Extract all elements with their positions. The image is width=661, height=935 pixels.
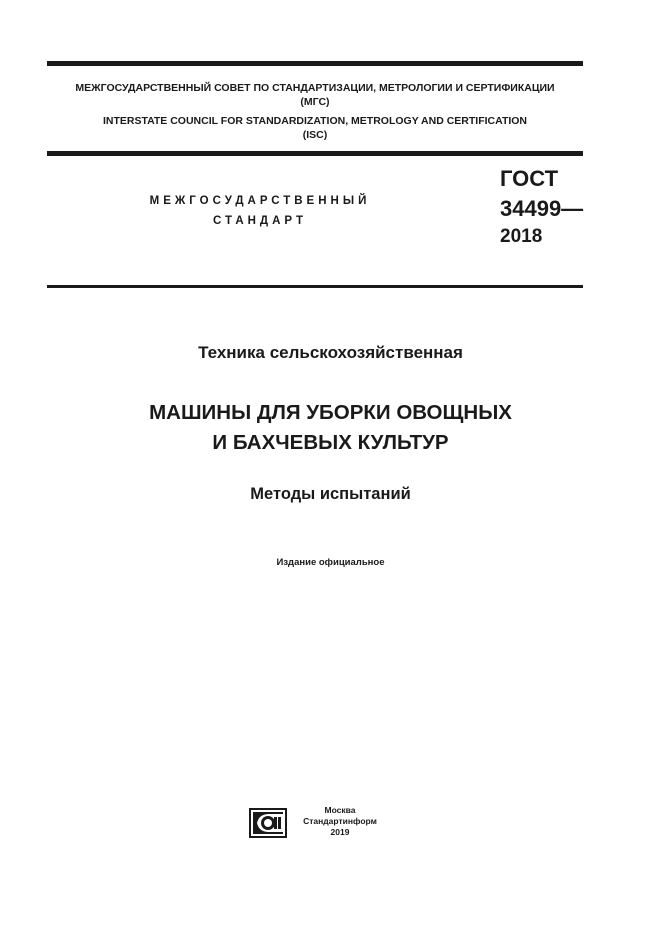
- gost-designation: [500, 168, 583, 246]
- edition-note: Издание официальное: [276, 557, 385, 568]
- publisher-info: [295, 805, 385, 838]
- council-name-en: [47, 114, 583, 142]
- council-name-ru-line2: (МГС): [300, 96, 330, 108]
- standard-type-line2: СТАНДАРТ: [213, 215, 307, 227]
- document-subtitle: Методы испытаний: [250, 485, 411, 503]
- standard-type-line1: МЕЖГОСУДАРСТВЕННЫЙ: [149, 195, 371, 207]
- publisher-name: Стандартинформ: [303, 816, 377, 826]
- document-field: Техника сельскохозяйственная: [198, 343, 463, 362]
- top-rule: [47, 61, 583, 66]
- publisher-year: 2019: [330, 827, 350, 837]
- council-name-ru-line1: МЕЖГОСУДАРСТВЕННЫЙ СОВЕТ ПО СТАНДАРТИЗАЦИИ, МЕТРОЛОГИИ И СЕРТИФИКАЦИИ: [75, 82, 555, 94]
- council-name-ru: [47, 81, 583, 109]
- bottom-rule: [47, 285, 583, 288]
- document-title-line2: И БАХЧЕВЫХ КУЛЬТУР: [212, 431, 449, 454]
- gost-word: ГОСТ: [500, 166, 559, 191]
- standartinform-logo-icon: [249, 808, 287, 838]
- gost-year: 2018: [500, 226, 543, 247]
- publisher-city: Москва: [324, 805, 356, 815]
- gost-number: 34499—: [500, 196, 584, 221]
- middle-rule: [47, 151, 583, 156]
- council-name-en-line2: (ISC): [302, 129, 328, 141]
- document-title-line1: МАШИНЫ ДЛЯ УБОРКИ ОВОЩНЫХ: [149, 401, 512, 424]
- council-name-en-line1: INTERSTATE COUNCIL FOR STANDARDIZATION, METROLOGY AND CERTIFICATION: [102, 115, 528, 127]
